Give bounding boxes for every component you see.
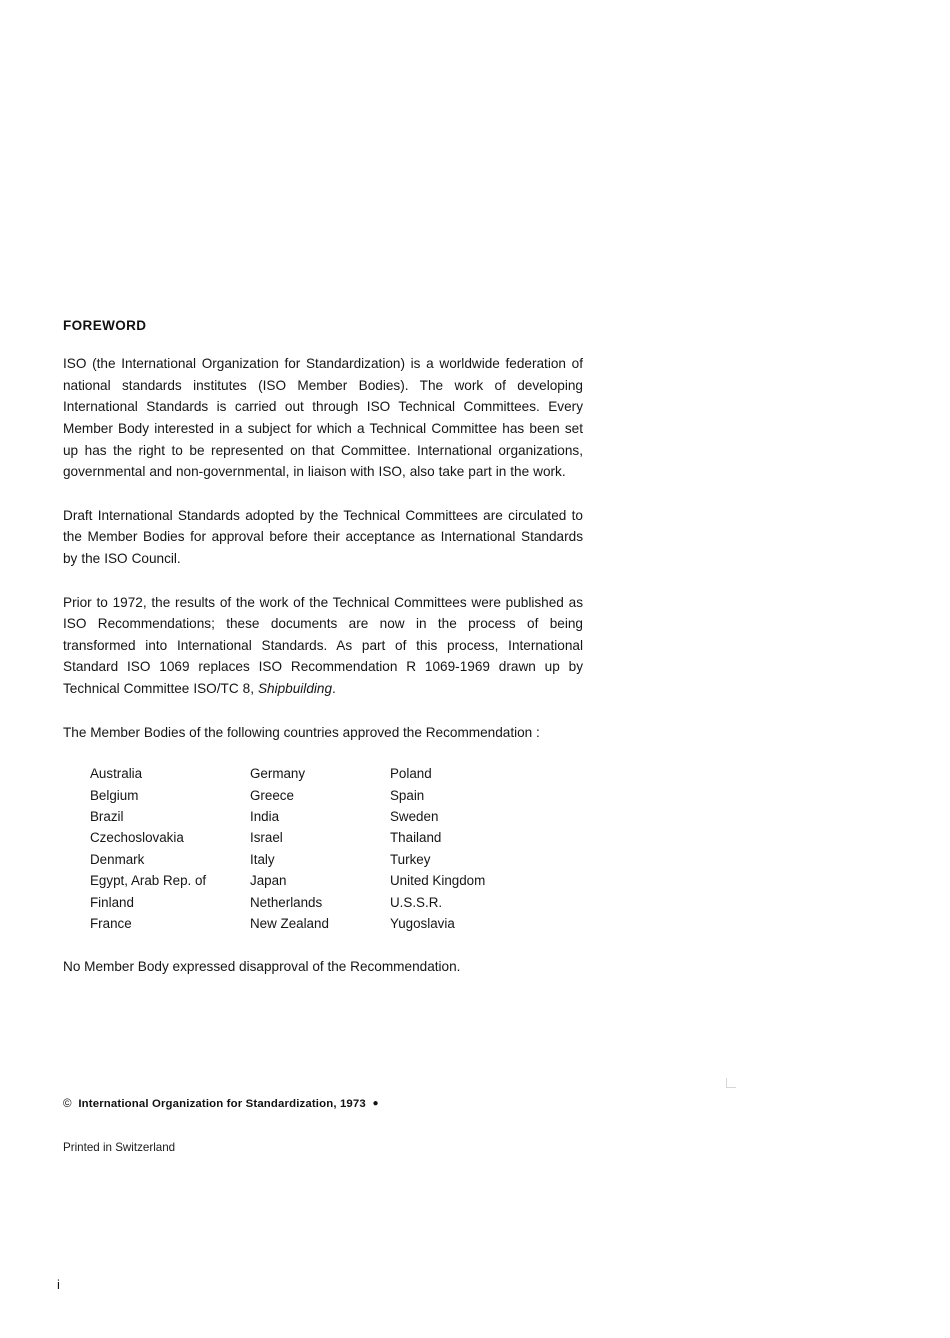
country-cell: Spain <box>390 787 425 803</box>
paragraph-3-text-before-italic: Prior to 1972, the results of the work of the Technical Committees were published as ISO Recommendations; these documents are now in the process of being transformed into International Standards. As part of this process, International Standard ISO 1069 replaces ISO Recommendation R 1069-1969 drawn up by Technical Committee ISO/TC 8, <box>63 594 583 696</box>
copyright-symbol-icon: © <box>63 1097 72 1110</box>
country-cell: Egypt, Arab Rep. of <box>90 873 207 889</box>
foreword-paragraph-2: Draft International Standards adopted by the Technical Committees are circulated to the Member Bodies for approval before their acceptance as International Standards by the ISO Council. <box>63 507 583 566</box>
page-content <box>63 318 583 978</box>
country-cell: Germany <box>250 766 306 782</box>
country-cell: Denmark <box>90 851 145 867</box>
country-cell: Japan <box>250 873 287 889</box>
scan-artifact-mark <box>726 1078 736 1088</box>
page-footer <box>63 1096 663 1156</box>
disapproval-statement: No Member Body expressed disapproval of the Recommendation. <box>63 959 461 975</box>
country-cell: Sweden <box>390 808 439 824</box>
approving-countries-table <box>90 763 550 934</box>
copyright-end-dot-icon: ● <box>372 1098 379 1109</box>
table-row <box>90 785 550 806</box>
page-title: FOREWORD <box>63 318 147 333</box>
country-cell: Yugoslavia <box>390 915 455 931</box>
country-cell: Belgium <box>90 787 139 803</box>
table-row <box>90 827 550 848</box>
country-cell: United Kingdom <box>390 873 486 889</box>
table-row <box>90 806 550 827</box>
table-row <box>90 763 550 784</box>
country-cell: New Zealand <box>250 915 329 931</box>
country-cell: Greece <box>250 787 294 803</box>
copyright-notice <box>63 1096 663 1113</box>
countries-intro-line: The Member Bodies of the following countries approved the Recommendation : <box>63 724 540 740</box>
country-cell: Brazil <box>90 808 124 824</box>
country-cell: Turkey <box>390 851 431 867</box>
country-cell: Czechoslovakia <box>90 830 184 846</box>
foreword-paragraph-1: ISO (the International Organization for Standardization) is a worldwide federation of national standards institutes (ISO Member Bodies). The work of developing International Standards is carried out through ISO Technical Committees. Every Member Body interested in a subject for which a Technical Committee has been set up has the right to be represented on that Committee. International organizations, governmental and non-governmental, in liaison with ISO, also take part in the work. <box>63 356 583 480</box>
country-cell: Finland <box>90 894 134 910</box>
standard-title-italic: Shipbuilding <box>257 680 333 696</box>
table-row <box>90 913 550 934</box>
country-cell: Australia <box>90 766 143 782</box>
country-cell: France <box>90 915 132 931</box>
country-cell: Italy <box>250 851 275 867</box>
table-row <box>90 849 550 870</box>
country-cell: India <box>250 808 280 824</box>
foreword-paragraph-3 <box>63 592 583 700</box>
country-cell: U.S.S.R. <box>390 894 443 910</box>
page-number: i <box>57 1277 60 1292</box>
country-cell: Thailand <box>390 830 442 846</box>
country-cell: Israel <box>250 830 283 846</box>
printed-in-notice: Printed in Switzerland <box>63 1140 176 1154</box>
table-row <box>90 892 550 913</box>
copyright-text: International Organization for Standardization, 1973 <box>78 1098 366 1110</box>
country-cell: Netherlands <box>250 894 323 910</box>
paragraph-3-text-after-italic: . <box>332 680 336 696</box>
table-row <box>90 870 550 891</box>
country-cell: Poland <box>390 766 432 782</box>
